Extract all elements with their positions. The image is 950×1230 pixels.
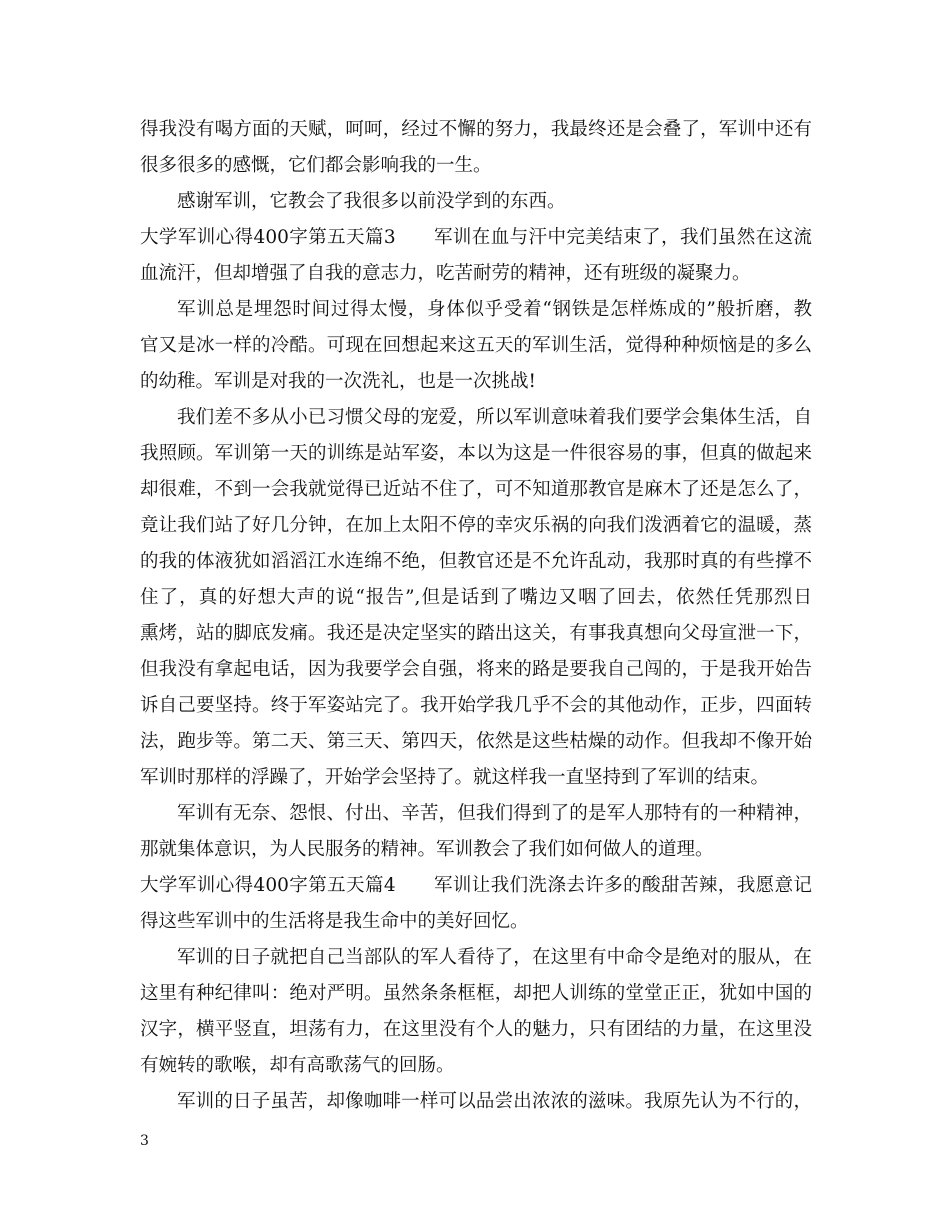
text-line: 住了，真的好想大声的说“报告”,但是话到了嘴边又咽了回去，依然任凭那烈日 bbox=[140, 587, 812, 608]
text-line: 大学军训心得400字第五天篇4 军训让我们洗涤去许多的酸甜苦辣，我愿意记 bbox=[140, 875, 812, 896]
text-line: 感谢军训，它教会了我很多以前没学到的东西。 bbox=[177, 191, 566, 212]
text-line: 我们差不多从小已习惯父母的宠爱，所以军训意味着我们要学会集体生活，自 bbox=[177, 407, 812, 428]
text-line: 军训时那样的浮躁了，开始学会坚持了。就这样我一直坚持到了军训的结束。 bbox=[140, 767, 770, 788]
text-line: 得这些军训中的生活将是我生命中的美好回忆。 bbox=[140, 911, 529, 932]
text-line: 这里有种纪律叫：绝对严明。虽然条条框框，却把人训练的堂堂正正，犹如中国的 bbox=[140, 983, 812, 1004]
text-line: 军训有无奈、怨恨、付出、辛苦，但我们得到了的是军人那特有的一种精神， bbox=[177, 803, 812, 824]
text-line: 诉自己要坚持。终于军姿站完了。我开始学我几乎不会的其他动作，正步，四面转 bbox=[140, 695, 812, 716]
text-line: 得我没有喝方面的天赋，呵呵，经过不懈的努力，我最终还是会叠了，军训中还有 bbox=[140, 119, 812, 140]
text-line: 很多很多的感慨，它们都会影响我的一生。 bbox=[140, 155, 492, 176]
text-line: 汉字，横平竖直，坦荡有力，在这里没有个人的魅力，只有团结的力量，在这里没 bbox=[140, 1019, 812, 1040]
text-line: 却很难，不到一会我就觉得已近站不住了，可不知道那教官是麻木了还是怎么了， bbox=[140, 479, 812, 500]
text-line: 血流汗，但却增强了自我的意志力，吃苦耐劳的精神，还有班级的凝聚力。 bbox=[140, 263, 751, 284]
text-line: 我照顾。军训第一天的训练是站军姿，本以为这是一件很容易的事，但真的做起来 bbox=[140, 443, 812, 464]
page-number: 3 bbox=[140, 1133, 149, 1149]
text-line: 大学军训心得400字第五天篇3 军训在血与汗中完美结束了，我们虽然在这流 bbox=[140, 227, 812, 248]
text-line: 的幼稚。军训是对我的一次洗礼，也是一次挑战! bbox=[140, 371, 536, 392]
text-line: 军训的日子就把自己当部队的军人看待了，在这里有中命令是绝对的服从，在 bbox=[177, 947, 812, 968]
text-line: 竟让我们站了好几分钟，在加上太阳不停的幸灾乐祸的向我们泼洒着它的温暖，蒸 bbox=[140, 515, 812, 536]
text-line: 但我没有拿起电话，因为我要学会自强，将来的路是要我自己闯的，于是我开始告 bbox=[140, 659, 812, 680]
text-line: 法，跑步等。第二天、第三天、第四天，依然是这些枯燥的动作。但我却不像开始 bbox=[140, 731, 812, 752]
text-line: 熏烤，站的脚底发痛。我还是决定坚实的踏出这关，有事我真想向父母宣泄一下， bbox=[140, 623, 812, 644]
text-line: 有婉转的歌喉，却有高歌荡气的回肠。 bbox=[140, 1055, 455, 1076]
text-line: 那就集体意识，为人民服务的精神。军训教会了我们如何做人的道理。 bbox=[140, 839, 714, 860]
text-line: 的我的体液犹如滔滔江水连绵不绝，但教官还是不允许乱动，我那时真的有些撑不 bbox=[140, 551, 812, 572]
text-line: 军训总是埋怨时间过得太慢，身体似乎受着“钢铁是怎样炼成的”般折磨，教 bbox=[177, 299, 812, 320]
text-line: 军训的日子虽苦，却像咖啡一样可以品尝出浓浓的滋味。我原先认为不行的， bbox=[177, 1091, 812, 1112]
text-line: 官又是冰一样的冷酷。可现在回想起来这五天的军训生活，觉得种种烦恼是的多么 bbox=[140, 335, 812, 356]
document-body bbox=[140, 112, 812, 1120]
